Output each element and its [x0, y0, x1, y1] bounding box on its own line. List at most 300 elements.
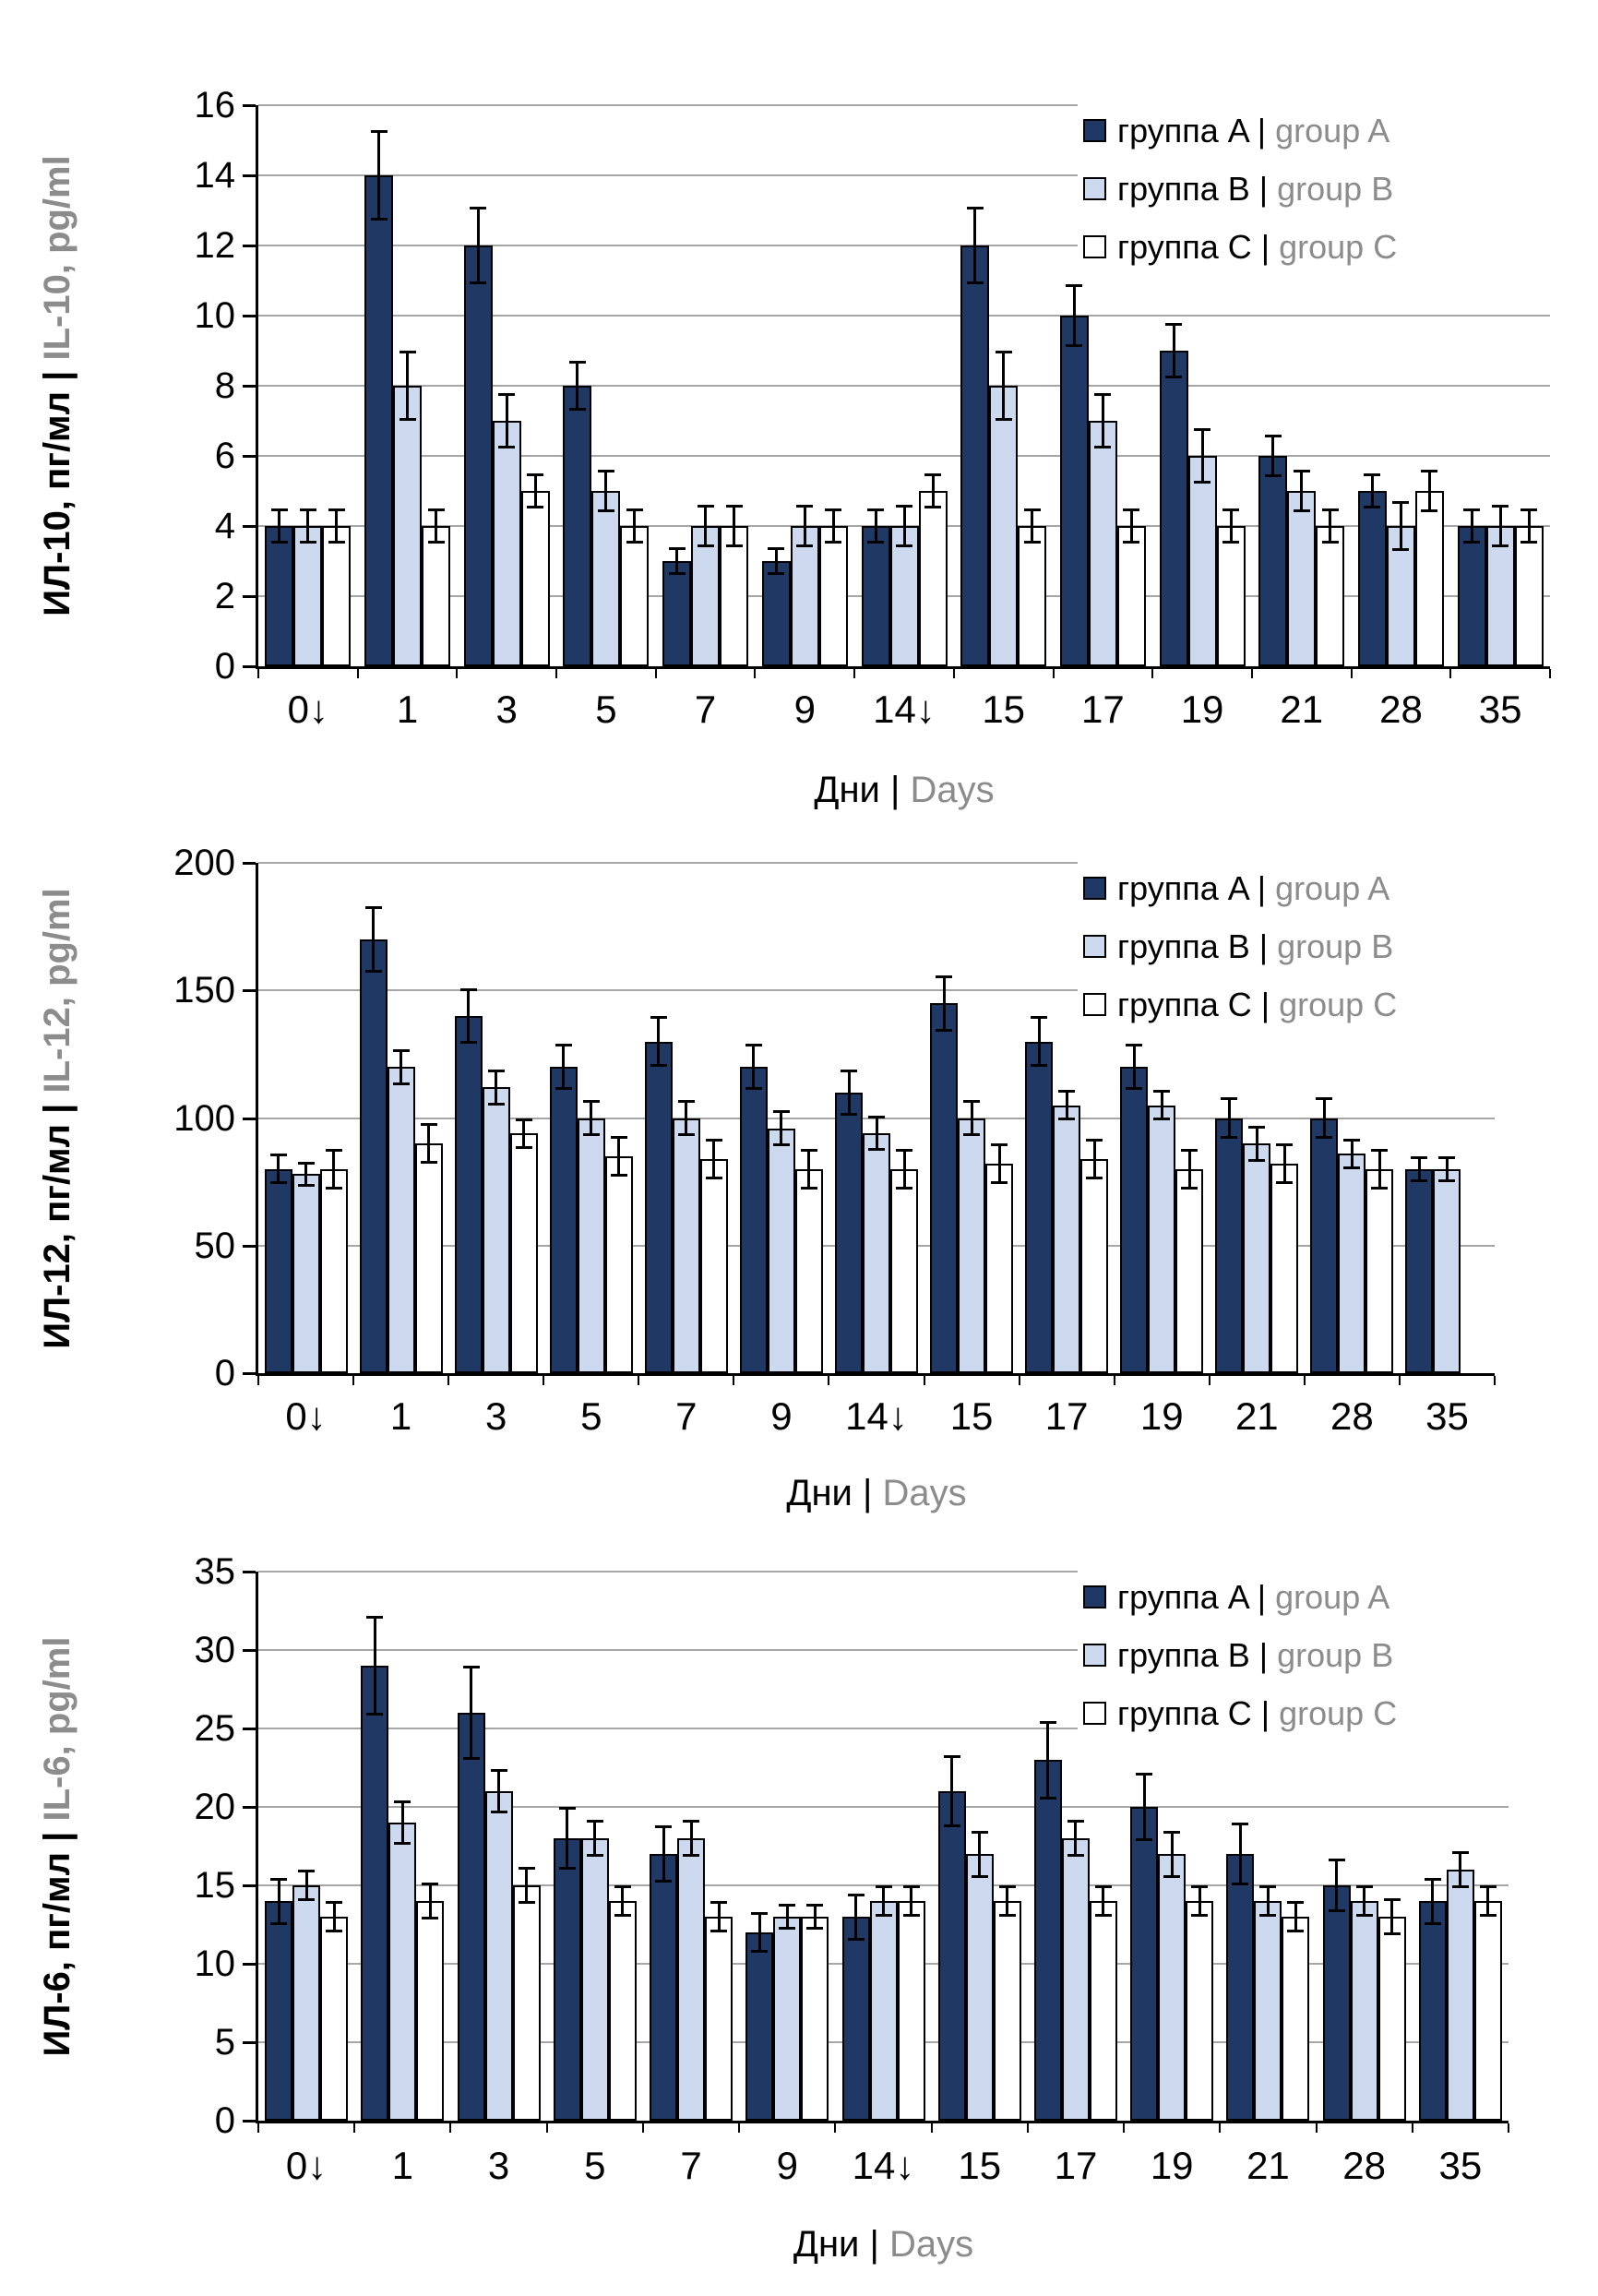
bar-il-10-s1-17 [1060, 316, 1089, 666]
error-bar-cap-bottom [1126, 1087, 1142, 1090]
error-bar-cap-top [366, 1616, 383, 1619]
y-axis-tick [243, 1728, 256, 1730]
y-axis-title-text [37, 1636, 78, 2056]
error-bar [751, 1912, 768, 1953]
error-bar [876, 1885, 892, 1917]
x-tick-label: 35 [1438, 2144, 1483, 2187]
x-axis-tick [1251, 669, 1253, 678]
error-bar [848, 1894, 865, 1941]
error-bar-cap-top [1067, 1820, 1084, 1823]
error-bar-cap-bottom [1463, 541, 1480, 544]
legend-label [1117, 113, 1389, 149]
x-tick-label: 0↓ [285, 2144, 328, 2187]
error-bar-line [1431, 1878, 1434, 1925]
y-axis-tick [243, 385, 256, 388]
error-bar-line [534, 473, 537, 508]
legend-swatch-group-a-icon [1083, 877, 1106, 900]
error-bar [996, 351, 1012, 421]
legend-swatch-group-a-icon [1083, 119, 1106, 142]
y-axis-title-ru: ИЛ-12, пг/мл | [37, 1103, 78, 1349]
error-bar-line [562, 1044, 565, 1090]
error-bar-cap-top [394, 1800, 411, 1803]
error-bar-cap-top [1392, 501, 1409, 504]
error-bar-line [1499, 505, 1502, 547]
error-bar [726, 505, 743, 547]
error-bar-cap-top [779, 1904, 795, 1907]
x-axis-title-ru: Дни | [814, 770, 900, 810]
error-bar-line [435, 508, 437, 544]
error-bar-line [1378, 1149, 1381, 1190]
legend-label-en: group A [1266, 111, 1390, 149]
error-bar-line [1400, 501, 1402, 550]
bar-il-6-s2-28 [1351, 1901, 1378, 2121]
error-bar-line [304, 1162, 307, 1188]
error-bar-cap-bottom [1438, 1179, 1455, 1182]
bar-il-6-s3-9 [801, 1917, 829, 2121]
error-bar-cap-top [751, 1912, 768, 1915]
error-bar-line [807, 1149, 810, 1190]
y-axis-title-en: IL-12, pg/ml [37, 887, 78, 1104]
error-bar-cap-bottom [1153, 1118, 1170, 1120]
error-bar-cap-top [896, 1149, 912, 1152]
y-tick-label: 10 [194, 295, 235, 336]
bar-il-12-s3-19 [1175, 1169, 1203, 1373]
error-bar-cap-top [326, 1901, 342, 1904]
bar-il-10-s2-19 [1188, 456, 1217, 666]
bar-il-12-s2-3 [483, 1087, 510, 1373]
error-bar-cap-top [298, 1870, 315, 1872]
x-tick-label: 3 [487, 2144, 510, 2187]
error-bar-line [1459, 1851, 1461, 1889]
error-bar-cap-top [393, 1049, 410, 1052]
error-bar-cap-bottom [1343, 1166, 1360, 1169]
x-tick-label: 0↓ [285, 1394, 327, 1438]
error-bar [326, 1149, 342, 1190]
error-bar-line [804, 505, 806, 547]
error-bar-cap-top [796, 505, 813, 508]
x-axis-tick [1304, 1376, 1306, 1385]
error-bar [365, 906, 382, 973]
x-tick-label: 0↓ [287, 688, 329, 731]
error-bar [270, 1878, 287, 1925]
legend-label [1117, 987, 1397, 1023]
error-bar-cap-top [1181, 1149, 1198, 1152]
y-tick-label: 50 [194, 1225, 235, 1266]
x-axis-tick [1412, 2123, 1413, 2133]
error-bar [972, 1831, 988, 1878]
error-bar [271, 508, 288, 544]
bar-il-10-s3-17 [1117, 526, 1146, 666]
error-bar-cap-top [867, 508, 884, 511]
bar-il-10-s3-21 [1316, 526, 1344, 666]
legend-item-group-c [1083, 975, 1591, 1034]
y-tick-label: 4 [214, 506, 235, 546]
x-axis-tick [1449, 669, 1451, 678]
error-bar-cap-bottom [841, 1113, 857, 1116]
error-bar-cap-top [768, 547, 784, 550]
legend-label-ru: группа B | [1117, 1635, 1269, 1674]
error-bar-cap-bottom [1392, 548, 1409, 551]
x-axis-tick [1123, 2123, 1125, 2133]
error-bar-cap-top [706, 1139, 722, 1142]
error-bar [896, 505, 912, 547]
error-bar [963, 1100, 980, 1136]
error-bar [650, 1016, 667, 1067]
y-axis-tick [243, 174, 256, 177]
error-bar-line [576, 361, 578, 410]
bar-il-10-s2-3 [493, 421, 521, 666]
error-bar [768, 547, 784, 575]
error-bar-cap-top [1194, 428, 1210, 431]
error-bar-cap-top [806, 1904, 823, 1907]
error-bar-line [848, 1070, 851, 1116]
error-bar-line [675, 547, 678, 575]
y-axis-tick [243, 1884, 256, 1887]
x-tick-label: 14↓ [845, 1394, 908, 1438]
error-bar-cap-bottom [868, 1148, 885, 1151]
y-axis-tick [243, 1245, 256, 1248]
x-tick-label: 15 [949, 1394, 994, 1438]
y-tick-label: 100 [173, 1097, 235, 1139]
error-bar-cap-top [1287, 1901, 1304, 1904]
error-bar-line [943, 975, 946, 1032]
legend-label-ru: группа B | [1117, 927, 1269, 965]
x-tick-label: 35 [1478, 688, 1522, 731]
error-bar-cap-bottom [796, 544, 813, 547]
error-bar [1520, 508, 1537, 544]
error-bar-cap-top [400, 351, 416, 353]
legend-swatch-group-b-icon [1083, 177, 1106, 200]
error-bar [328, 508, 345, 544]
error-bar [371, 130, 388, 221]
error-bar-cap-top [650, 1016, 667, 1019]
bar-il-6-s3-0↓ [320, 1917, 348, 2121]
error-bar [559, 1807, 576, 1870]
error-bar [400, 351, 416, 421]
error-bar [270, 1154, 287, 1184]
bar-il-6-s1-7 [650, 1854, 677, 2121]
error-bar-line [1390, 1898, 1393, 1936]
error-bar-cap-bottom [519, 1901, 535, 1904]
bar-il-10-s3-3 [521, 491, 550, 666]
error-bar-cap-top [1384, 1898, 1401, 1901]
x-axis-tick [1351, 669, 1353, 678]
y-axis-tick [243, 665, 256, 668]
error-bar-cap-top [1316, 1097, 1332, 1100]
x-tick-label: 9 [793, 688, 816, 731]
legend-item-group-c [1083, 218, 1591, 276]
error-bar-line [332, 1149, 335, 1190]
y-axis-tick [243, 1806, 256, 1809]
error-bar-cap-top [1425, 1878, 1441, 1881]
bar-il-12-s1-19 [1120, 1067, 1148, 1373]
error-bar [1058, 1090, 1075, 1120]
y-axis-tick [243, 989, 256, 992]
error-bar-line [277, 1154, 280, 1184]
error-bar-cap-bottom [371, 218, 388, 221]
error-bar-line [1038, 1016, 1041, 1067]
error-bar-cap-bottom [806, 1927, 823, 1930]
bar-il-12-s2-14↓ [863, 1133, 890, 1373]
bar-il-10-s1-9 [762, 561, 791, 666]
error-bar-line [470, 1666, 472, 1760]
error-bar-cap-top [1086, 1139, 1103, 1142]
error-bar-cap-bottom [1421, 509, 1437, 512]
error-bar [498, 393, 515, 449]
error-bar-cap-top [972, 1831, 988, 1834]
y-axis-tick [243, 1649, 256, 1652]
bar-il-6-s2-14↓ [870, 1901, 898, 2121]
error-bar-cap-bottom [1232, 1883, 1248, 1885]
error-bar-cap-top [1031, 1016, 1047, 1019]
x-axis-tick [931, 2123, 933, 2133]
error-bar-cap-bottom [491, 1811, 507, 1813]
error-bar-cap-bottom [463, 1757, 480, 1760]
x-tick-label: 9 [770, 1394, 793, 1438]
x-tick-label: 14↓ [873, 688, 936, 731]
error-bar-line [690, 1820, 693, 1858]
error-bar-cap-bottom [1221, 1136, 1237, 1139]
error-bar-line [1031, 508, 1033, 544]
error-bar-cap-bottom [460, 1041, 477, 1044]
error-bar-cap-bottom [1384, 1932, 1401, 1935]
error-bar-cap-bottom [1040, 1797, 1056, 1800]
error-bar-cap-top [967, 207, 984, 209]
error-bar [463, 1666, 480, 1760]
error-bar-line [506, 393, 508, 449]
y-axis-title-ru: ИЛ-10, пг/мл | [37, 370, 78, 616]
error-bar-cap-bottom [650, 1064, 667, 1067]
error-bar [669, 547, 686, 575]
bar-il-12-s1-3 [455, 1016, 483, 1373]
x-axis-tick [834, 2123, 836, 2133]
error-bar-line [1300, 470, 1303, 512]
x-tick-label: 21 [1234, 1394, 1279, 1438]
error-bar-cap-bottom [876, 1914, 892, 1917]
error-bar-cap-bottom [1371, 1187, 1388, 1190]
error-bar-cap-top [516, 1118, 532, 1121]
legend-swatch-group-c-icon [1083, 235, 1106, 258]
bar-il-12-s1-7 [645, 1042, 673, 1373]
bar-il-6-s2-3 [485, 1791, 513, 2121]
error-bar-cap-top [422, 1883, 438, 1885]
error-bar-cap-bottom [555, 1087, 572, 1090]
x-axis-tick [754, 669, 756, 678]
bar-il-10-s2-5 [591, 491, 620, 666]
bar-il-12-s2-21 [1243, 1143, 1270, 1373]
bar-il-6-s2-5 [581, 1838, 609, 2121]
error-bar-cap-bottom [751, 1950, 768, 1953]
error-bar [1095, 1885, 1112, 1917]
bar-il-10-s1-3 [464, 245, 493, 666]
gridline-y8 [258, 385, 1550, 387]
error-bar-line [1161, 1090, 1163, 1120]
error-bar [366, 1616, 383, 1716]
legend-swatch-group-c-icon [1083, 993, 1106, 1016]
error-bar [698, 505, 714, 547]
error-bar-line [1093, 1139, 1096, 1179]
error-bar-cap-bottom [825, 541, 841, 544]
error-bar-cap-top [1248, 1126, 1265, 1129]
error-bar-line [406, 351, 409, 421]
bar-il-12-s3-0↓ [320, 1169, 348, 1373]
error-bar [1165, 323, 1182, 379]
bar-il-10-s1-28 [1358, 491, 1387, 666]
error-bar-line [832, 508, 835, 544]
bar-il-6-s3-7 [705, 1917, 733, 2121]
x-tick-label: 1 [396, 688, 419, 731]
error-bar-cap-top [868, 1116, 885, 1118]
bar-il-6-s1-35 [1419, 1901, 1447, 2121]
x-tick-label: 7 [694, 688, 717, 731]
bar-il-6-s2-7 [677, 1838, 705, 2121]
error-bar [326, 1901, 342, 1932]
error-bar-cap-top [1492, 505, 1509, 508]
legend-swatch-group-b-icon [1083, 1644, 1106, 1667]
legend-swatch-group-c-icon [1083, 1702, 1106, 1725]
legend-il-6 [1078, 1564, 1591, 1746]
y-axis-tick [243, 862, 256, 865]
y-axis-title-text [37, 888, 78, 1348]
error-bar-line [1171, 1831, 1174, 1878]
error-bar-cap-bottom [527, 506, 543, 508]
bar-il-10-s1-0↓ [265, 526, 293, 666]
error-bar-cap-top [698, 505, 714, 508]
error-bar [1163, 1831, 1180, 1878]
error-bar-cap-top [1094, 393, 1111, 396]
error-bar-line [712, 1139, 715, 1179]
error-bar-line [333, 1901, 336, 1932]
error-bar [1181, 1149, 1198, 1190]
error-bar-cap-top [614, 1885, 631, 1888]
error-bar-cap-top [298, 1162, 315, 1165]
error-bar-line [910, 1885, 912, 1917]
x-axis-tick [642, 2123, 644, 2133]
error-bar-cap-top [1123, 508, 1139, 511]
bar-il-12-s3-21 [1270, 1164, 1298, 1373]
error-bar-cap-bottom [936, 1029, 952, 1032]
x-tick-label: 19 [1180, 688, 1224, 731]
error-bar-line [377, 130, 380, 221]
error-bar [1371, 1149, 1388, 1190]
error-bar-cap-bottom [972, 1875, 988, 1878]
x-axis-tick [733, 1376, 734, 1385]
bar-il-12-s1-28 [1310, 1118, 1338, 1374]
error-bar [1031, 1016, 1047, 1067]
bar-il-12-s1-5 [550, 1067, 578, 1373]
error-bar-line [1323, 1097, 1326, 1138]
x-tick-label: 17 [1044, 1394, 1089, 1438]
x-tick-label: 19 [1139, 1394, 1184, 1438]
gridline-y20 [258, 1806, 1509, 1808]
error-bar-cap-bottom [583, 1133, 600, 1136]
error-bar-cap-bottom [421, 1161, 437, 1164]
error-bar-cap-bottom [669, 572, 686, 575]
x-axis-title [692, 1473, 1061, 1513]
error-bar-line [372, 906, 375, 973]
y-tick-label: 0 [214, 2100, 235, 2141]
error-bar-cap-top [1259, 1885, 1276, 1888]
error-bar-line [1173, 323, 1175, 379]
error-bar [1425, 1878, 1441, 1925]
x-axis-tick [1549, 669, 1551, 678]
bar-il-10-s3-28 [1415, 491, 1444, 666]
error-bar-cap-top [519, 1867, 535, 1870]
y-axis-tick [243, 2120, 256, 2123]
error-bar-cap-top [326, 1149, 342, 1152]
error-bar-cap-top [1191, 1885, 1208, 1888]
bar-il-6-s3-5 [609, 1901, 637, 2121]
error-bar-cap-bottom [896, 1187, 912, 1190]
error-bar-line [662, 1825, 665, 1882]
error-bar-line [780, 1110, 782, 1146]
error-bar [1067, 1820, 1084, 1858]
error-bar-cap-bottom [1194, 481, 1210, 484]
bar-il-12-s2-1 [388, 1067, 415, 1373]
bar-il-10-s3-5 [620, 526, 649, 666]
bar-il-6-s3-3 [513, 1885, 541, 2121]
error-bar-cap-bottom [1287, 1930, 1304, 1932]
error-bar-cap-top [1421, 470, 1437, 472]
error-bar-cap-bottom [428, 541, 445, 544]
error-bar-cap-top [1058, 1090, 1075, 1093]
bar-il-10-s2-0↓ [293, 526, 322, 666]
error-bar-cap-top [1520, 508, 1537, 511]
legend-label-en: group C [1270, 1693, 1398, 1732]
y-axis-tick [243, 1963, 256, 1966]
x-axis-tick [655, 669, 657, 678]
x-tick-label: 17 [1054, 2144, 1098, 2187]
error-bar-line [401, 1800, 404, 1845]
error-bar-cap-top [1222, 508, 1239, 511]
legend-label-ru: группа A | [1117, 1577, 1267, 1616]
bar-il-6-s1-15 [938, 1791, 966, 2121]
legend-label-en: group B [1268, 1635, 1394, 1674]
y-tick-label: 20 [194, 1787, 235, 1827]
error-bar-line [278, 508, 280, 544]
error-bar-line [1446, 1156, 1449, 1182]
error-bar [706, 1139, 722, 1179]
error-bar-cap-top [1322, 508, 1339, 511]
y-axis-tick [243, 245, 256, 247]
error-bar-cap-bottom [626, 541, 643, 544]
x-tick-label: 7 [675, 1394, 698, 1438]
error-bar-line [1486, 1885, 1489, 1917]
error-bar-line [932, 473, 935, 508]
error-bar-cap-top [569, 361, 586, 364]
error-bar [1126, 1044, 1142, 1090]
error-bar-line [1143, 1773, 1146, 1842]
error-bar [569, 361, 586, 410]
error-bar [924, 473, 941, 508]
legend-item-group-b [1083, 160, 1591, 218]
error-bar [1463, 508, 1480, 544]
error-bar-line [657, 1016, 660, 1067]
error-bar-cap-bottom [598, 509, 614, 512]
error-bar-cap-bottom [1248, 1159, 1265, 1162]
bar-il-12-s3-15 [985, 1164, 1013, 1373]
error-bar-line [876, 1116, 878, 1152]
x-axis-tick [738, 2123, 740, 2133]
y-tick-label: 200 [173, 843, 235, 883]
error-bar-cap-top [726, 505, 743, 508]
error-bar [1343, 1139, 1360, 1169]
error-bar [867, 508, 884, 544]
y-axis-tick [243, 525, 256, 528]
error-bar [587, 1820, 603, 1858]
error-bar-cap-bottom [470, 281, 486, 284]
error-bar-cap-bottom [270, 1922, 287, 1925]
